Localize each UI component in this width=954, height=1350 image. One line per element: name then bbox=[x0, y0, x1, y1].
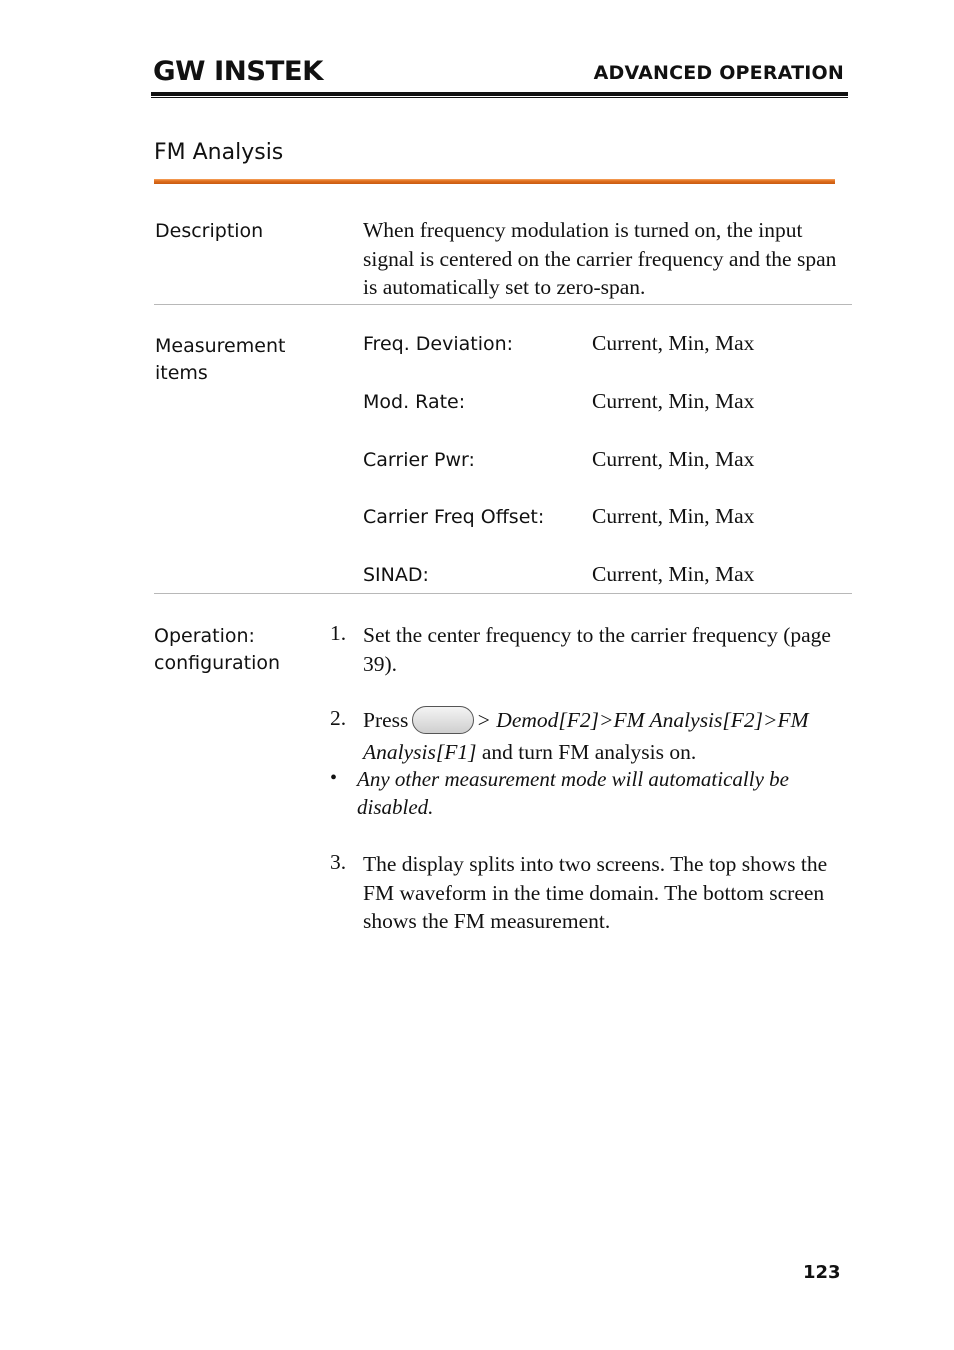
separator bbox=[154, 304, 852, 305]
header-rule bbox=[151, 92, 848, 96]
measurement-item-value: Current, Min, Max bbox=[592, 331, 755, 355]
header-rule-thin bbox=[151, 97, 848, 98]
description-label: Description bbox=[155, 220, 264, 242]
step-number: 1. bbox=[330, 621, 347, 645]
measurement-item-name: SINAD: bbox=[363, 564, 429, 586]
bullet-dot-icon: • bbox=[330, 767, 338, 789]
step-3-text: The display splits into two screens. The top shows the FM waveform in the time domain. The bottom screen shows the FM measurement. bbox=[363, 852, 828, 933]
step-1-text: Set the center frequency to the carrier frequency (page 39). bbox=[363, 623, 831, 676]
step-2-rest: and turn FM analysis on. bbox=[476, 740, 697, 765]
step-number: 2. bbox=[330, 706, 347, 730]
measurement-label: Measurement items bbox=[155, 335, 286, 384]
section-title: ADVANCED OPERATION bbox=[593, 62, 844, 84]
measurement-item-value: Current, Min, Max bbox=[592, 562, 755, 586]
page-number: 123 bbox=[803, 1262, 841, 1283]
separator bbox=[154, 593, 852, 594]
press-label: Press bbox=[363, 708, 409, 732]
measurement-item-value: Current, Min, Max bbox=[592, 389, 755, 413]
step-2-text bbox=[363, 706, 853, 767]
measurement-item-name: Carrier Pwr: bbox=[363, 449, 475, 471]
gw-instek-logo bbox=[153, 56, 325, 84]
svg-text:GW INSTEK: GW INSTEK bbox=[153, 56, 325, 84]
measurement-item-name: Freq. Deviation: bbox=[363, 333, 514, 355]
menu-path: > Demod[F2]>FM Analysis[F2]>FM Analysis[F1] bbox=[363, 708, 809, 765]
measurement-item-value: Current, Min, Max bbox=[592, 447, 755, 471]
operation-label: Operation: configuration bbox=[154, 625, 281, 674]
page-heading: FM Analysis bbox=[154, 140, 284, 165]
measurement-item-name: Mod. Rate: bbox=[363, 391, 466, 413]
heading-rule bbox=[154, 179, 835, 184]
description-text: When frequency modulation is turned on, the input signal is centered on the carrier frequency and the span is automatically set to zero-span. bbox=[363, 218, 837, 299]
meas-key-button-icon bbox=[412, 706, 474, 734]
step-number: 3. bbox=[330, 850, 347, 874]
note-text: Any other measurement mode will automatically be disabled. bbox=[357, 767, 789, 819]
measurement-item-name: Carrier Freq Offset: bbox=[363, 506, 545, 528]
measurement-item-value: Current, Min, Max bbox=[592, 504, 755, 528]
